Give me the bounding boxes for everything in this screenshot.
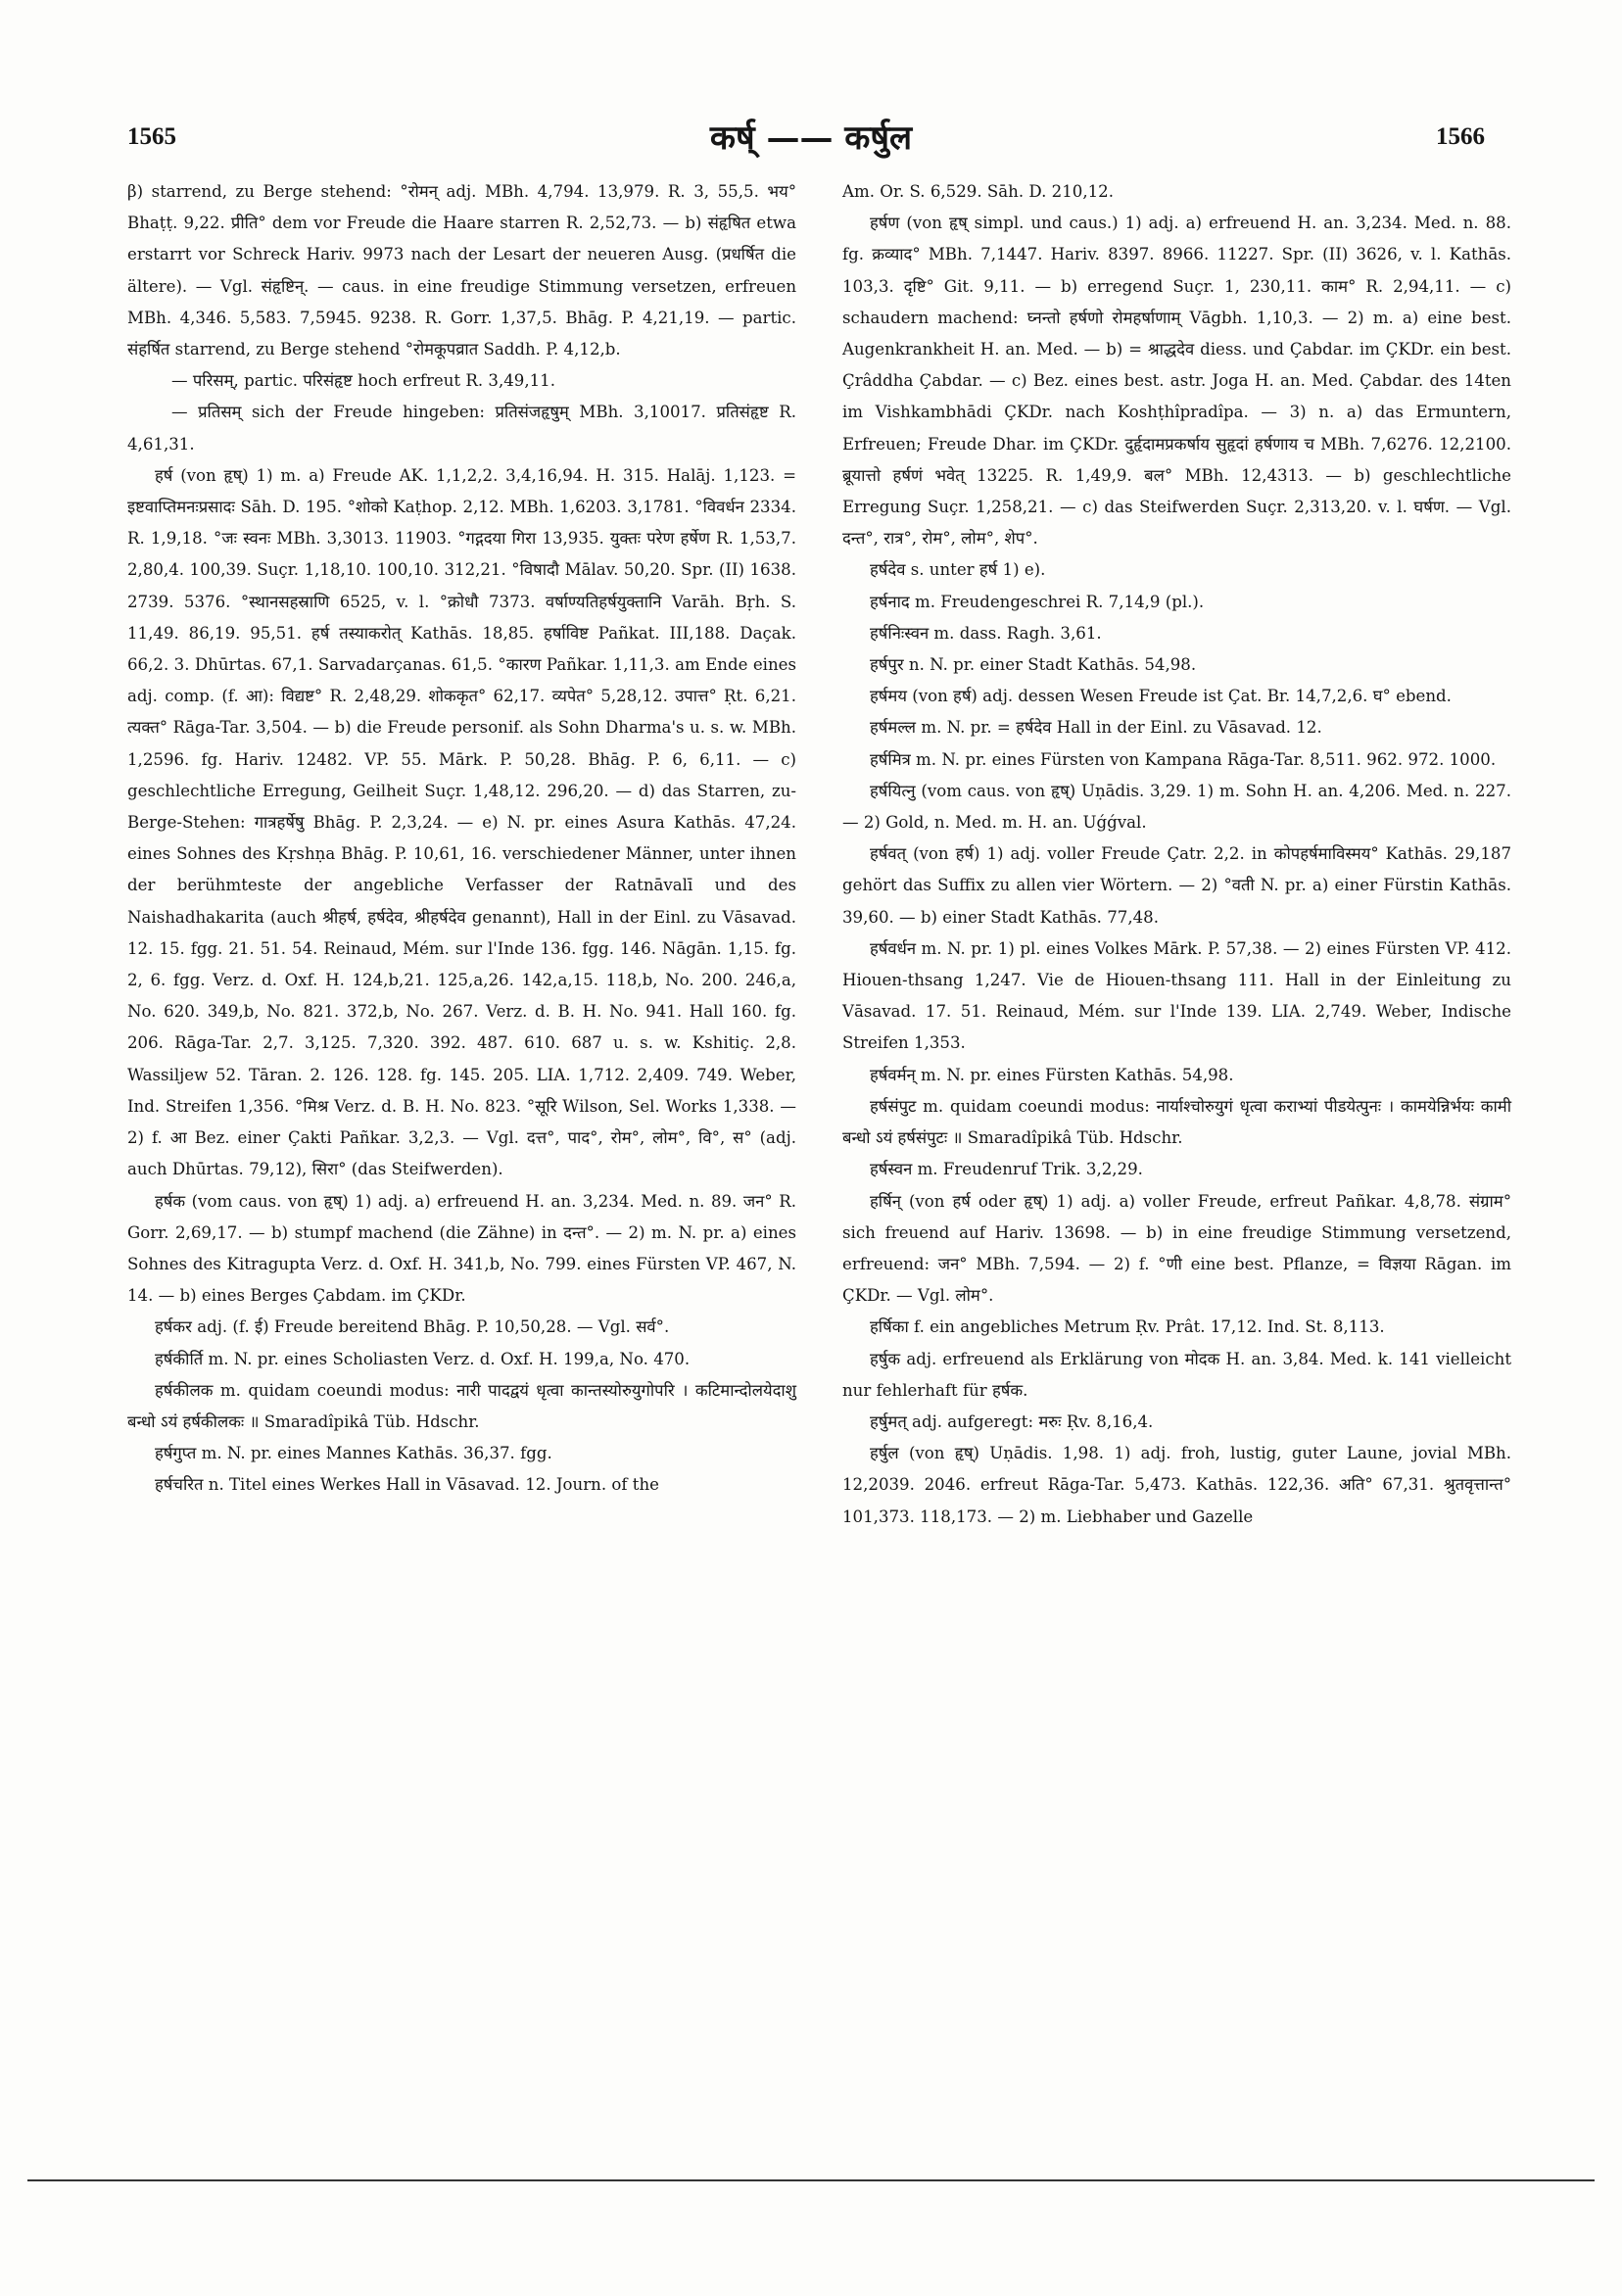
left-page-number: 1565 bbox=[127, 123, 176, 150]
dictionary-entry: हर्षकीलक m. quidam coeundi modus: नारी पादद्वयं धृत्वा कान्तस्योरुयुगोपरि । कटिमान्दोलयेदाशु बन्धो ऽयं हर्षकीलकः ॥ Smaradîpikâ Tüb. Hdschr. bbox=[127, 1380, 796, 1431]
dictionary-entry: हर्षगुप्त m. N. pr. eines Mannes Kathās. 36,37. fgg. bbox=[155, 1444, 552, 1463]
right-page-number: 1566 bbox=[1436, 123, 1485, 150]
page-header bbox=[0, 110, 1622, 168]
dictionary-entry: हर्षक (vom caus. von हृष्) 1) adj. a) erfreuend H. an. 3,234. Med. n. 89. जन° R. Gorr. 2,69,17. — b) stumpf machend (die Zähne) in दन्त°. — 2) m. N. pr. a) eines Sohnes des Kitragupta Verz. d. Oxf. H. 341,b, No. 799. eines Fürsten VP. 467, N. 14. — b) eines Berges Çabdam. im ÇKDr. bbox=[127, 1191, 796, 1306]
left-column bbox=[127, 176, 796, 1502]
dictionary-entry: हर्षवत् (von हर्ष) 1) adj. voller Freude Çatr. 2,2. in कोपहर्षमाविस्मय° Kathās. 29,187 gehört das Suffix zu allen vier Wörtern. — 2) °वती N. pr. a) einer Fürstin Kathās. 39,60. — b) einer Stadt Kathās. 77,48. bbox=[842, 844, 1511, 927]
dictionary-entry: हर्षस्वन m. Freudenruf Trik. 3,2,29. bbox=[870, 1160, 1143, 1179]
dictionary-entry: हर्षकीर्ति m. N. pr. eines Scholiasten Verz. d. Oxf. H. 199,a, No. 470. bbox=[155, 1349, 691, 1368]
dictionary-entry: हर्षवर्धन m. N. pr. 1) pl. eines Volkes Mārk. P. 57,38. — 2) eines Fürsten VP. 412. Hiouen-thsang 1,247. Vie de Hiouen-thsang 111. Hall in der Einleitung zu Vāsavad. 17. 51. Reinaud, Mém. sur l'Inde 139. LIA. 2,749. Weber, Indische Streifen 1,353. bbox=[842, 938, 1511, 1053]
dictionary-entry: हर्षिन् (von हर्ष oder हृष्) 1) adj. a) voller Freude, erfreut Pañkar. 4,8,78. संग्राम° sich freuend auf Hariv. 13698. — b) in eine freudige Stimmung versetzend, erfreuend: जन° MBh. 7,594. — 2) f. °णी eine best. Pflanze, = विज्ञया Rāgan. im ÇKDr. — Vgl. लोम°. bbox=[842, 1191, 1511, 1306]
dictionary-entry: हर्षुल (von हृष्) Uṇādis. 1,98. 1) adj. froh, lustig, guter Laune, jovial MBh. 12,2039. 2046. erfreut Rāga-Tar. 5,473. Kathās. 122,36. अति° 67,31. श्रुतवृत्तान्त° 101,373. 118,173. — 2) m. Liebhaber und Gazelle bbox=[842, 1444, 1511, 1526]
entry-continuation: Am. Or. S. 6,529. Sāh. D. 210,12. bbox=[842, 182, 1115, 201]
dictionary-entry: हर्षण (von हृष् simpl. und caus.) 1) adj. a) erfreuend H. an. 3,234. Med. n. 88. fg. क्रव्याद° MBh. 7,1447. Hariv. 8397. 8966. 11227. Spr. (II) 3626, v. l. Kathās. 103,3. दृष्टि° Git. 9,11. — b) erregend Suçr. 1, 230,11. काम° R. 2,94,11. — c) schaudern machend: घ्नन्तो हर्षणो रोमहर्षाणाम् Vāgbh. 1,10,3. — 2) m. a) eine best. Augenkrankheit H. an. Med. — b) = श्राद्धदेव diess. und Çabdar. im ÇKDr. ein best. Çrâddha Çabdar. — c) Bez. eines best. astr. Joga H. an. Med. Çabdar. des 14ten im Vishkambhādi ÇKDr. nach Koshṭhîpradîpa. — 3) n. a) das Ermuntern, Erfreuen; Freude Dhar. im ÇKDr. दुर्हृदामप्रकर्षाय सुहृदां हर्षणाय च MBh. 7,6276. 12,2100. ब्रूयात्तो हर्षणं भवेत् 13225. R. 1,49,9. बल° MBh. 12,4313. — b) geschlechtliche Erregung Suçr. 1,258,21. — c) das Steifwerden Suçr. 2,313,20. v. l. घर्षण. — Vgl. दन्त°, रात्र°, रोम°, लोम°, शेप°. bbox=[842, 214, 1511, 549]
dictionary-entry: हर्षमल्ल m. N. pr. = हर्षदेव Hall in der Einl. zu Vāsavad. 12. bbox=[870, 718, 1322, 738]
dictionary-entry: हर्षदेव s. unter हर्ष 1) e). bbox=[870, 560, 1046, 580]
dictionary-entry: हर्षनाद m. Freudengeschrei R. 7,14,9 (pl.). bbox=[870, 592, 1205, 611]
dictionary-entry: हर्षचरित n. Titel eines Werkes Hall in Vāsavad. 12. Journ. of the bbox=[155, 1475, 659, 1495]
dictionary-entry: हर्षुक adj. erfreuend als Erklärung von मोदक H. an. 3,84. Med. k. 141 vielleicht nur fehlerhaft für हर्षक. bbox=[842, 1349, 1511, 1400]
bottom-rule bbox=[27, 2179, 1595, 2181]
dictionary-entry: हर्षकर adj. (f. ई) Freude bereitend Bhāg. P. 10,50,28. — Vgl. सर्व°. bbox=[155, 1317, 670, 1337]
dictionary-entry: हर्षनिःस्वन m. dass. Ragh. 3,61. bbox=[870, 623, 1102, 643]
dictionary-entry: हर्षुमत् adj. aufgeregt: मरुः Ṛv. 8,16,4. bbox=[870, 1411, 1154, 1431]
dictionary-entry: हर्षयित्नु (vom caus. von हृष्) Uṇādis. 3,29. 1) m. Sohn H. an. 4,206. Med. n. 227. — 2) Gold, n. Med. m. H. an. Uǵǵval. bbox=[842, 781, 1511, 833]
right-column bbox=[842, 176, 1511, 1533]
entry-subsection: — परिसम्, partic. परिसंहृष्ट hoch erfreut R. 3,49,11. bbox=[171, 371, 556, 391]
header-headwords: कर्ष् —— कर्षुल bbox=[709, 119, 913, 158]
entry-subsection: — प्रतिसम् sich der Freude hingeben: प्रतिसंजहृषुम् MBh. 3,10017. प्रतिसंहृष्ट R. 4,61,31. bbox=[127, 403, 796, 454]
dictionary-entry: हर्षिका f. ein angebliches Metrum Ṛv. Prât. 17,12. Ind. St. 8,113. bbox=[870, 1317, 1385, 1337]
dictionary-entry: हर्षसंपुट m. quidam coeundi modus: नार्याश्चोरुयुगं धृत्वा कराभ्यां पीडयेत्पुनः । कामयेन्निर्भयः कामी बन्धो ऽयं हर्षसंपुटः ॥ Smaradîpikâ Tüb. Hdschr. bbox=[842, 1096, 1511, 1148]
dictionary-entry: हर्षमित्र m. N. pr. eines Fürsten von Kampana Rāga-Tar. 8,511. 962. 972. 1000. bbox=[870, 749, 1497, 769]
entry-continuation: β) starrend, zu Berge stehend: °रोमन् adj. MBh. 4,794. 13,979. R. 3, 55,5. भय° Bhaṭṭ. 9,22. प्रीति° dem vor Freude die Haare starren R. 2,52,73. — b) संहृषित etwa erstarrt vor Schreck Hariv. 9973 nach der Lesart der neueren Ausg. (प्रधर्षित die ältere). — Vgl. संहृष्टिन्. — caus. in eine freudige Stimmung versetzen, erfreuen MBh. 4,346. 5,583. 7,5945. 9238. R. Gorr. 1,37,5. Bhāg. P. 4,21,19. — partic. संहर्षित starrend, zu Berge stehend °रोमकूपव्रात Saddh. P. 4,12,b. bbox=[127, 182, 796, 359]
dictionary-entry: हर्ष (von हृष्) 1) m. a) Freude AK. 1,1,2,2. 3,4,16,94. H. 315. Halāj. 1,123. = इष्टवाप्तिमनःप्रसादः Sāh. D. 195. °शोको Kaṭhop. 2,12. MBh. 1,6203. 3,1781. °विवर्धन 2334. R. 1,9,18. °जः स्वनः MBh. 3,3013. 11903. °गद्गदया गिरा 13,935. युक्तः परेण हर्षेण R. 1,53,7. 2,80,4. 100,39. Suçr. 1,18,10. 100,10. 312,21. °विषादौ Mālav. 50,20. Spr. (II) 1638. 2739. 5376. °स्थानसहस्राणि 6525, v. l. °क्रोधौ 7373. वर्षाण्यतिहर्षयुक्तानि Varāh. Bṛh. S. 11,49. 86,19. 95,51. हर्ष तस्याकरोत् Kathās. 18,85. हर्षाविष्ट Pañkat. III,188. Daçak. 66,2. 3. Dhūrtas. 67,1. Sarvadarçanas. 61,5. °कारण Pañkar. 1,11,3. am Ende eines adj. comp. (f. आ): विद्यष्ट° R. 2,48,29. शोककृत° 62,17. व्यपेत° 5,28,12. उपात्त° Ṛt. 6,21. त्यक्त° Rāga-Tar. 3,504. — b) die Freude personif. als Sohn Dharma's u. s. w. MBh. 1,2596. fg. Hariv. 12482. VP. 55. Mārk. P. 50,28. Bhāg. P. 6, 6,11. — c) geschlechtliche Erregung, Geilheit Suçr. 1,48,12. 296,20. — d) das Starren, zu-Berge-Stehen: गात्रहर्षेषु Bhāg. P. 2,3,24. — e) N. pr. eines Asura Kathās. 47,24. eines Sohnes des Kṛshṇa Bhāg. P. 10,61, 16. verschiedener Männer, unter ihnen der berühmteste der angebliche Verfasser der Ratnāvalī und des Naishadhakarita (auch श्रीहर्ष, हर्षदेव, श्रीहर्षदेव genannt), Hall in der Einl. zu Vāsavad. 12. 15. fgg. 21. 51. 54. Reinaud, Mém. sur l'Inde 136. fgg. 146. Nāgān. 1,15. fg. 2, 6. fgg. Verz. d. Oxf. H. 124,b,21. 125,a,26. 142,a,15. 118,b, No. 200. 246,a, No. 620. 349,b, No. 821. 372,b, No. 267. Verz. d. B. H. No. 941. Hall 160. fg. 206. Rāga-Tar. 2,7. 3,125. 7,320. 392. 487. 610. 687 u. s. w. Kshitiç. 2,8. Wassiljew 52. Tāran. 2. 126. 128. fg. 145. 205. LIA. 1,712. 2,409. 749. Weber, Ind. Streifen 1,356. °मिश्र Verz. d. B. H. No. 823. °सूरि Wilson, Sel. Works 1,338. — 2) f. आ Bez. einer Çakti Pañkar. 3,2,3. — Vgl. दत्त°, पाद°, रोम°, लोम°, वि°, स° (adj. auch Dhūrtas. 79,12), सिरा° (das Steifwerden). bbox=[127, 465, 796, 1179]
dictionary-entry: हर्षपुर n. N. pr. einer Stadt Kathās. 54,98. bbox=[870, 655, 1197, 675]
dictionary-entry: हर्षवर्मन् m. N. pr. eines Fürsten Kathās. 54,98. bbox=[870, 1065, 1234, 1084]
dictionary-entry: हर्षमय (von हर्ष) adj. dessen Wesen Freude ist Çat. Br. 14,7,2,6. घ° ebend. bbox=[870, 687, 1452, 706]
